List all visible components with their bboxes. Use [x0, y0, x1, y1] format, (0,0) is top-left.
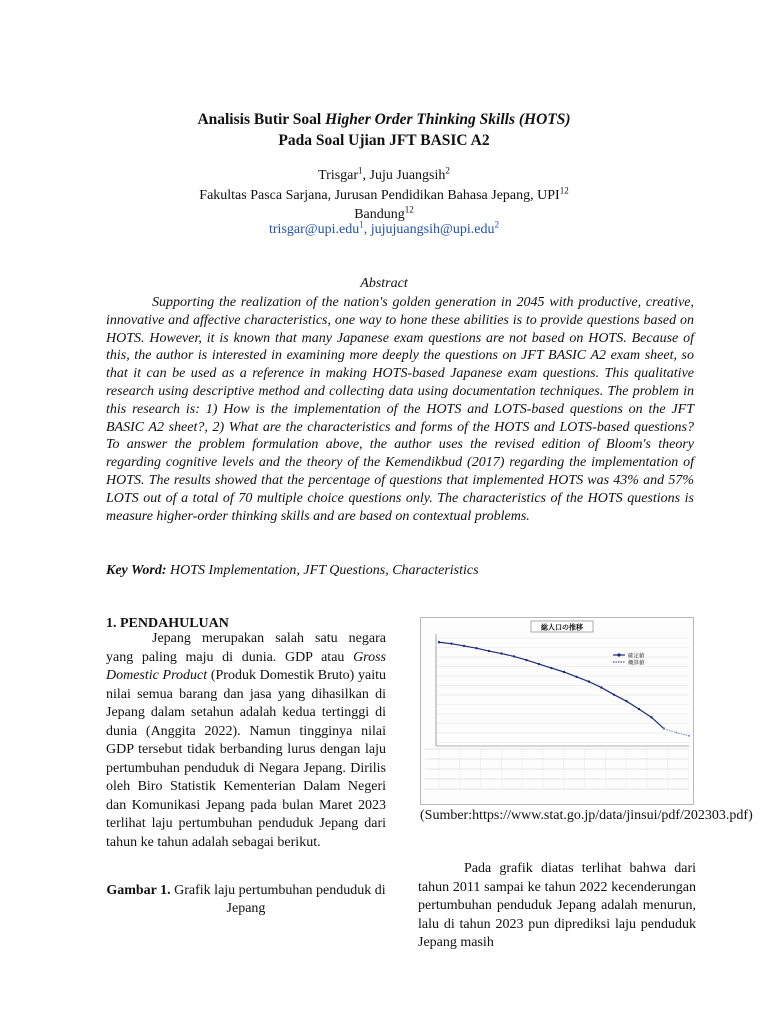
data-point — [600, 686, 602, 688]
data-point — [625, 700, 627, 702]
title-italic-part: Higher Order Thinking Skills (HOTS) — [325, 111, 571, 128]
data-point — [588, 680, 590, 682]
chart-title: 総人口の推移 — [541, 623, 583, 632]
author-emails: trisgar@upi.edu$^1$, jujujuangsih@upi.edu$^2$ — [269, 219, 499, 237]
city-text: Bandung — [354, 207, 405, 222]
data-point — [676, 732, 678, 734]
discussion-paragraph: Pada grafik diatas terlihat bahwa dari tahun 2011 sampai ke tahun 2022 kecenderungan pertumbuhan penduduk Jepang adalah menurun, lalu di tahun 2023 pun diprediksi laju penduduk Jepang masih — [418, 861, 696, 950]
data-point — [663, 728, 665, 730]
keywords — [106, 563, 694, 579]
data-point — [613, 693, 615, 695]
data-point — [650, 716, 652, 718]
figure-label: Gambar 1. — [106, 883, 171, 898]
data-point — [463, 645, 465, 647]
paper-title-line1 — [0, 111, 768, 129]
author-sup: 2 — [445, 165, 450, 176]
chart-series — [438, 641, 690, 737]
chart-svg — [421, 618, 693, 804]
population-chart — [420, 617, 694, 805]
author-name: Trisgar — [318, 168, 359, 183]
city-sup: 12 — [404, 204, 414, 215]
intro-paragraph: Jepang merupakan salah satu negara yang paling maju di dunia. GDP atau Gross Domestic Product (Produk Domestik Bruto) yaitu nilai semua barang dan jasa yang dihasilkan di Jepang dalam setahun adalah kedua tertinggi di dunia (Anggita 2022). Namun tingginya nilai GDP tersebut tidak berbanding lurus dengan laju pertumbuhan penduduk di Negara Jepang. Dirilis oleh Biro Statistik Kementerian Dalam Negeri dan Komunikasi Jepang pada bulan Maret 2023 terlihat laju pertumbuhan penduduk Jepang dari tahun ke tahun adalah sebagai berikut. — [106, 631, 386, 850]
data-point — [550, 667, 552, 669]
data-point — [500, 652, 502, 654]
data-point — [475, 647, 477, 649]
legend-label-1: 確定値 — [628, 653, 645, 660]
email-sup: 1 — [359, 219, 364, 230]
data-point — [538, 663, 540, 665]
chart-legend — [613, 652, 645, 667]
abstract-body: Supporting the realization of the nation's golden generation in 2045 with productive, creative, innovative and affective characteristics, one way to hone these abilities is to provide questions based on HOTS. However, it is known that many Japanese exam questions are not based on HOTS. Because of this, the author is interested in examining more deeply the questions on JFT BASIC A2 exam sheet, so that it can be used as a reference in making HOTS-based Japanese exam questions. This qualitative research using descriptive method and collecting data using documentation techniques. The problem in this research is: 1) How is the implementation of the HOTS and LOTS-based questions on the JFT BASIC A2 sheet?, 2) What are the characteristics and forms of the HOTS and LOTS-based questions? To answer the problem formulation above, the author uses the revised edition of Bloom's theory regarding cognitive levels and the theory of the Kemendikbud (2017) regarding the implementation of HOTS. The results showed that the percentage of questions that implemented HOTS was 43% and 57% LOTS out of a total of 70 multiple choice questions only. The characteristics of the HOTS questions is measure higher-order thinking skills and are based on contextual problems. — [106, 295, 694, 524]
title-plain-part: Analisis Butir Soal — [197, 111, 326, 128]
figure-source: (Sumber:https://www.stat.go.jp/data/jinsui/pdf/202303.pdf) — [420, 808, 753, 823]
data-point — [488, 650, 490, 652]
paper-title-line2: Pada Soal Ujian JFT BASIC A2 — [278, 132, 490, 149]
figure-caption — [106, 882, 386, 918]
keywords-value: HOTS Implementation, JFT Questions, Characteristics — [166, 563, 479, 578]
city — [0, 204, 768, 223]
legend-marker — [617, 653, 620, 656]
chart-grid — [436, 638, 689, 743]
keywords-label: Key Word: — [106, 563, 167, 578]
legend-label-2: 概算値 — [628, 660, 645, 667]
email-link[interactable]: trisgar@upi.edu — [269, 222, 360, 237]
author-sup: 1 — [358, 165, 363, 176]
affiliation-sup: 12 — [559, 185, 569, 196]
data-point — [513, 655, 515, 657]
affiliation — [0, 185, 768, 204]
affiliation-text: Fakultas Pasca Sarjana, Jurusan Pendidikan Bahasa Jepang, UPI — [199, 188, 560, 203]
author-name: Juju Juangsih — [369, 168, 446, 183]
figure-caption-text: Grafik laju pertumbuhan penduduk di Jepang — [170, 883, 386, 916]
email-sup: 2 — [494, 219, 499, 230]
chart-data-table — [425, 749, 689, 789]
data-point — [688, 735, 690, 737]
author-separator: , — [362, 168, 370, 183]
email-link[interactable]: jujujuangsih@upi.edu — [370, 222, 495, 237]
data-point — [575, 676, 577, 678]
data-point — [638, 708, 640, 710]
data-point — [563, 671, 565, 673]
data-point — [450, 642, 452, 644]
author-list — [0, 165, 768, 184]
data-point — [525, 659, 527, 661]
abstract-heading: Abstract — [360, 276, 408, 291]
section-heading: 1. PENDAHULUAN — [106, 616, 229, 631]
data-point — [438, 641, 440, 643]
